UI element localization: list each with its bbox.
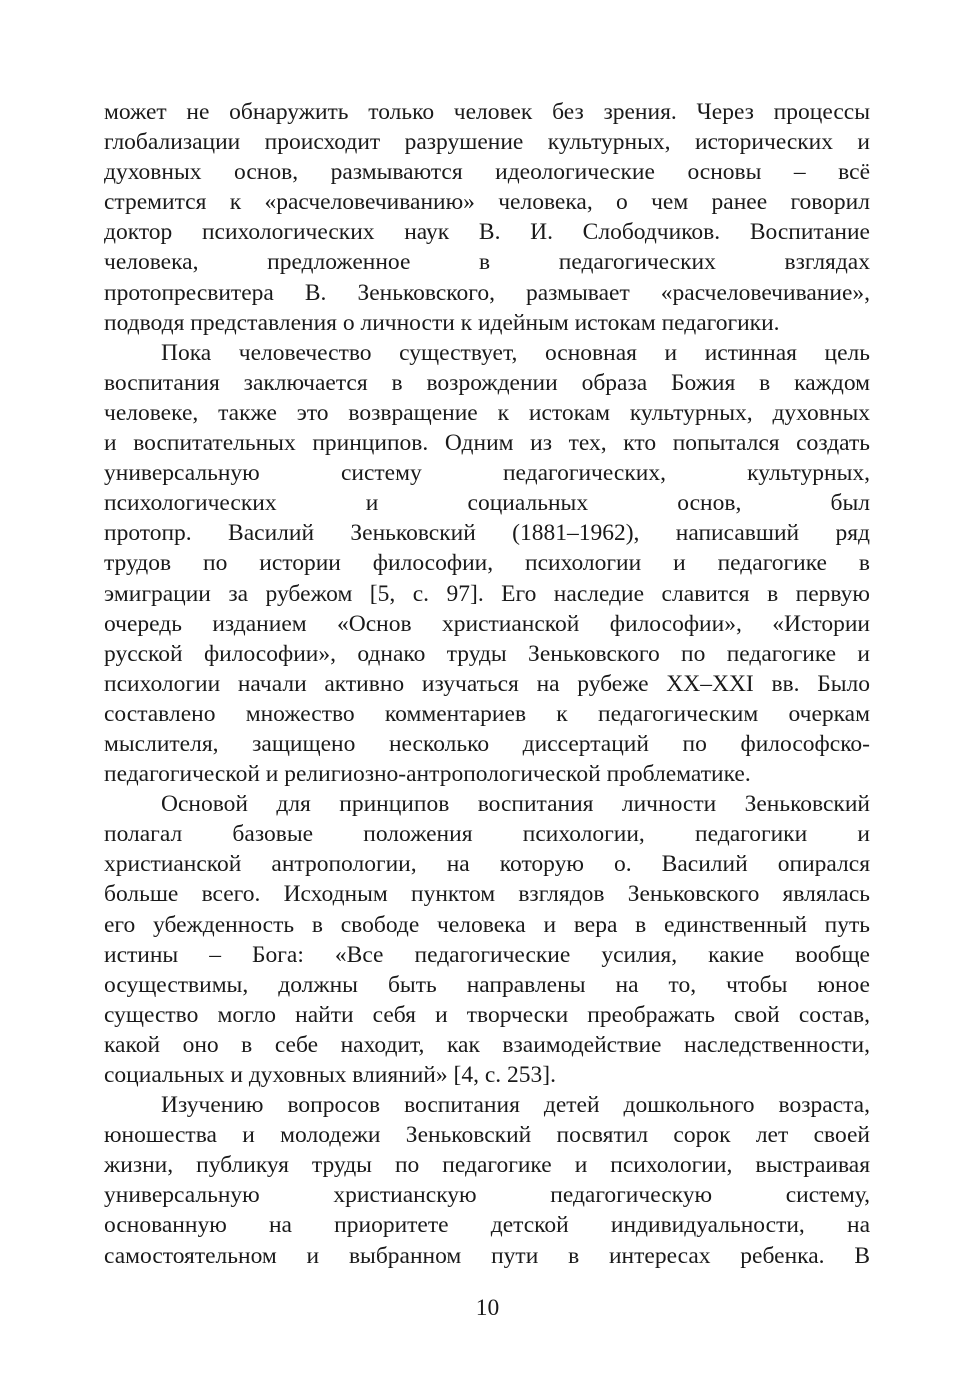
text-line: больше всего. Исходным пунктом взглядов Зеньковского являлась bbox=[104, 881, 870, 908]
text-line: человека, предложенное в педагогических взглядах bbox=[104, 249, 870, 276]
text-line: психологических и социальных основ, был bbox=[104, 490, 870, 517]
text-line: эмиграции за рубежом [5, с. 97]. Его наследие славится в первую bbox=[104, 580, 870, 607]
text-line: основанную на приоритете детской индивидуальности, на bbox=[104, 1212, 870, 1239]
text-line: составлено множество комментариев к педагогическим очеркам bbox=[104, 700, 870, 727]
text-line: трудов по истории философии, психологии и педагогике в bbox=[104, 550, 870, 577]
text-line: может не обнаружить только человек без зрения. Через процессы bbox=[104, 99, 870, 125]
paragraph bbox=[104, 338, 870, 789]
text-line: полагал базовые положения психологии, педагогики и bbox=[104, 821, 870, 848]
paragraph bbox=[104, 97, 870, 338]
text-line: универсальную систему педагогических, культурных, bbox=[104, 460, 870, 487]
text-line: самостоятельном и выбранном пути в интересах ребенка. В bbox=[104, 1242, 870, 1269]
text-line: Пока человечество существует, основная и истинная цель bbox=[161, 339, 870, 366]
text-line: Изучению вопросов воспитания детей дошкольного возраста, bbox=[161, 1092, 870, 1119]
text-line: истины – Бога: «Все педагогические усилия, какие вообще bbox=[104, 941, 870, 968]
text-line: протопресвитера В. Зеньковского, размывает «расчеловечивание», bbox=[104, 279, 870, 306]
text-line: стремится к «расчеловечиванию» человека, о чем ранее говорил bbox=[104, 189, 870, 216]
page-number: 10 bbox=[475, 1295, 500, 1321]
text-line: воспитания заключается в возрождении образа Божия в каждом bbox=[104, 369, 870, 396]
page-body bbox=[104, 97, 870, 1271]
text-line: существо могло найти себя и творчески преображать свой состав, bbox=[104, 1001, 870, 1028]
text-line: юношества и молодежи Зеньковский посвятил сорок лет своей bbox=[104, 1122, 870, 1149]
text-line: мыслителя, защищено несколько диссертаций по философско- bbox=[104, 730, 870, 757]
text-line: доктор психологических наук В. И. Слободчиков. Воспитание bbox=[104, 219, 870, 246]
text-line: жизни, публикуя труды по педагогике и психологии, выстраивая bbox=[104, 1152, 870, 1179]
text-line: осуществимы, должны быть направлены на то, чтобы юное bbox=[104, 971, 870, 998]
paragraph bbox=[104, 789, 870, 1090]
text-line: протопр. Василий Зеньковский (1881–1962), написавший ряд bbox=[104, 520, 870, 547]
text-line: его убежденность в свободе человека и вера в единственный путь bbox=[104, 911, 870, 938]
text-line: глобализации происходит разрушение культурных, исторических и bbox=[104, 129, 870, 156]
text-line: психологии начали активно изучаться на рубеже XX–XXI вв. Было bbox=[104, 670, 870, 697]
text-line: педагогической и религиозно-антропологической проблематике. bbox=[104, 761, 751, 788]
text-line: какой оно в себе находит, как взаимодействие наследственности, bbox=[104, 1031, 870, 1058]
text-line: и воспитательных принципов. Одним из тех, кто попытался создать bbox=[104, 430, 870, 457]
text-line: духовных основ, размываются идеологические основы – всё bbox=[104, 159, 870, 186]
text-line: Основой для принципов воспитания личности Зеньковский bbox=[161, 791, 870, 818]
text-line: христианской антропологии, на которую о. Василий опирался bbox=[104, 851, 870, 878]
text-line: очередь изданием «Основ христианской философии», «Истории bbox=[104, 610, 870, 637]
text-line: русской философии», однако труды Зеньковского по педагогике и bbox=[104, 640, 870, 667]
text-line: социальных и духовных влияний» [4, с. 253]. bbox=[104, 1062, 556, 1088]
paragraph bbox=[104, 1090, 870, 1271]
text-line: подводя представления о личности к идейным истокам педагогики. bbox=[104, 309, 780, 336]
text-line: универсальную христианскую педагогическую систему, bbox=[104, 1182, 870, 1209]
text-line: человеке, также это возвращение к истокам культурных, духовных bbox=[104, 399, 870, 426]
